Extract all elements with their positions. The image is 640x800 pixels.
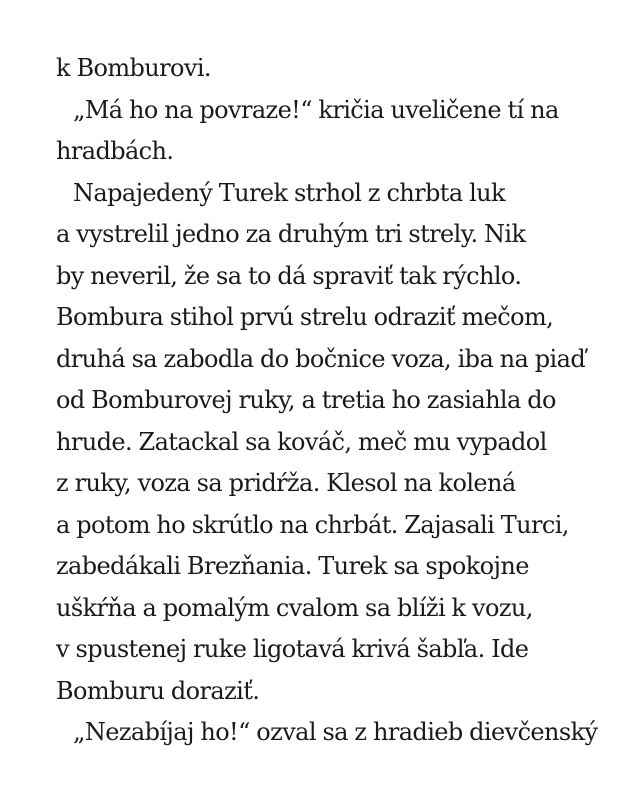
page-text — [56, 48, 616, 754]
text-line: Bomburu doraziť. — [56, 676, 260, 705]
text-line: od Bomburovej ruky, a tretia ho zasiahla do — [56, 386, 556, 414]
text-line: a potom ho skrútlo na chrbát. Zajasali Turci, — [56, 510, 569, 539]
text-line: uškŕňa a pomalým cvalom sa blíži k vozu, — [56, 593, 533, 622]
text-line: k Bomburovi. — [56, 54, 211, 82]
text-line: hradbách. — [56, 137, 174, 165]
text-line: by neveril, že sa to dá spraviť tak rýchlo. — [56, 261, 522, 290]
text-line: a vystrelil jedno za druhým tri strely. Nik — [56, 220, 526, 248]
text-line: zabedákali Brezňania. Turek sa spokojne — [56, 552, 529, 580]
text-line: „Nezabíjaj ho!“ ozval sa z hradieb dievčenský — [73, 718, 598, 746]
text-line: druhá sa zabodla do bočnice voza, iba na piaď — [56, 344, 586, 373]
text-line: z ruky, voza sa pridŕža. Klesol na kolená — [56, 469, 516, 497]
text-line: v spustenej ruke ligotavá krivá šabľa. Ide — [56, 635, 529, 663]
text-line: hrude. Zatackal sa kováč, meč mu vypadol — [56, 427, 547, 456]
text-line: „Má ho na povraze!“ kričia uveličene tí na — [73, 95, 559, 124]
text-line: Napajedený Turek strhol z chrbta luk — [73, 178, 505, 207]
text-line: Bombura stihol prvú strelu odraziť mečom, — [56, 303, 554, 331]
